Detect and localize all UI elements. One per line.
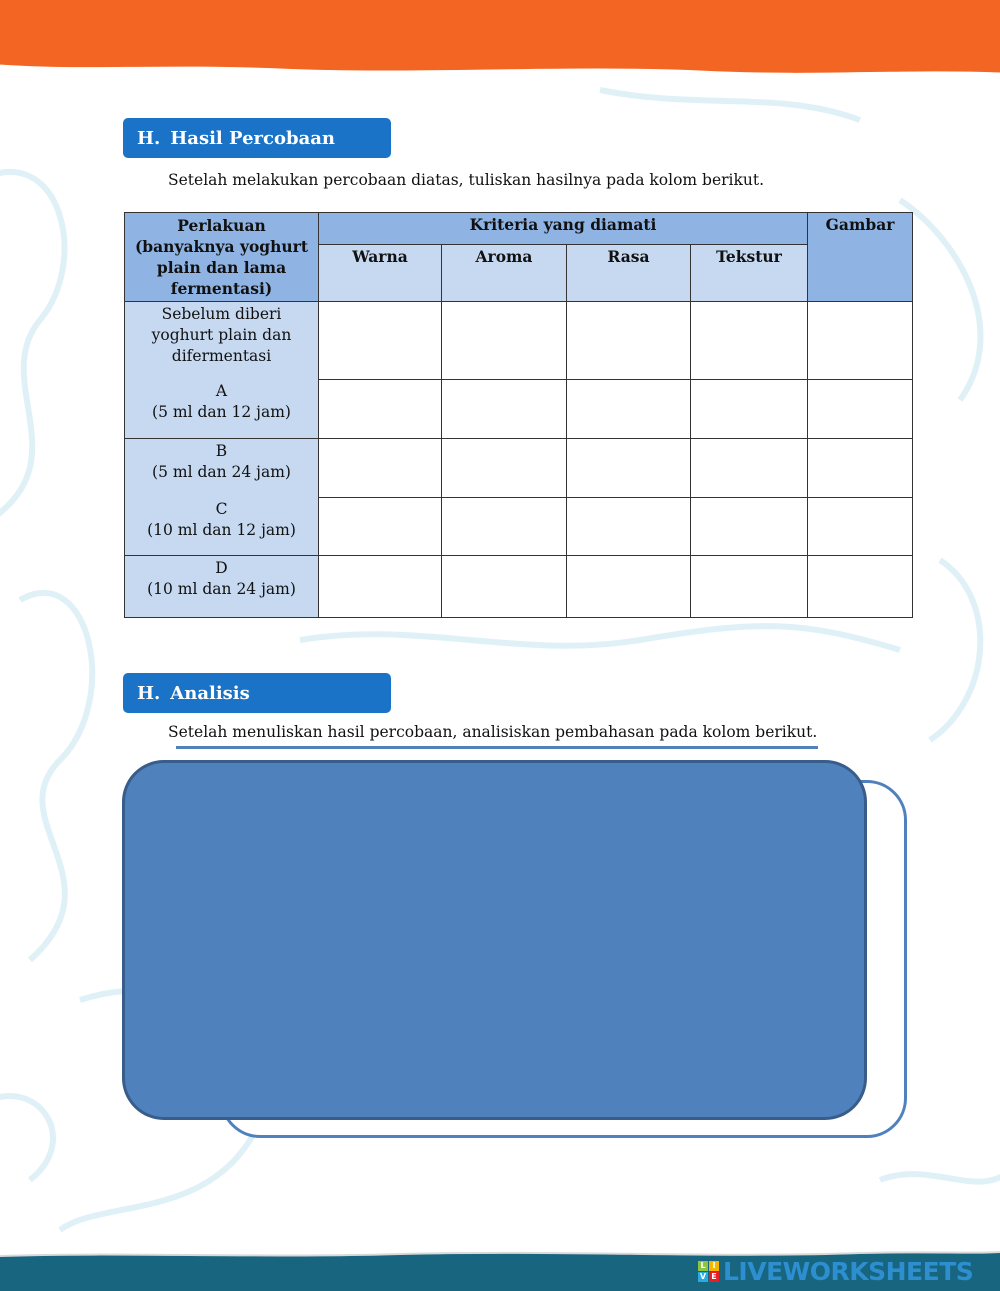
instruction-underline [176, 746, 818, 749]
input-cell-c-gambar[interactable] [808, 498, 913, 556]
row-label-line: (10 ml dan 24 jam) [147, 580, 296, 598]
input-cell-c-rasa[interactable] [567, 498, 691, 556]
results-table [124, 212, 913, 618]
logo-letter: V [699, 1272, 707, 1281]
input-cell-b-tekstur[interactable] [691, 439, 808, 498]
row-label-line: difermentasi [171, 347, 272, 365]
row-label-b-and-c [125, 439, 319, 556]
header-aroma: Aroma [442, 244, 567, 301]
row-label-before-and-a [125, 302, 319, 439]
logo-letter: L [698, 1261, 708, 1271]
input-cell-d-warna[interactable] [319, 556, 442, 618]
header-tekstur: Tekstur [691, 244, 808, 301]
input-cell-c-tekstur[interactable] [691, 498, 808, 556]
header-perlakuan [125, 213, 319, 302]
section-header-analisis [123, 673, 391, 713]
row-label-line: Sebelum diberi [161, 305, 282, 323]
section-title: Analisis [170, 682, 250, 704]
row-label-line: D [215, 559, 228, 577]
input-cell-c-warna[interactable] [319, 498, 442, 556]
logo-grid-icon [698, 1261, 719, 1282]
input-cell-a-gambar[interactable] [808, 380, 913, 439]
top-orange-band [0, 0, 1000, 80]
section-title: Hasil Percobaan [170, 127, 335, 149]
row-label-line: (5 ml dan 12 jam) [152, 403, 291, 421]
input-cell-b-rasa[interactable] [567, 439, 691, 498]
input-cell-a-rasa[interactable] [567, 380, 691, 439]
input-cell-before-aroma[interactable] [442, 302, 567, 380]
header-kriteria: Kriteria yang diamati [319, 213, 808, 245]
instruction-hasil-percobaan: Setelah melakukan percobaan diatas, tuliskan hasilnya pada kolom berikut. [168, 171, 765, 189]
input-cell-c-aroma[interactable] [442, 498, 567, 556]
liveworksheets-logo [698, 1256, 973, 1286]
input-cell-b-aroma[interactable] [442, 439, 567, 498]
header-perlakuan-line: Perlakuan [177, 216, 266, 235]
input-cell-d-gambar[interactable] [808, 556, 913, 618]
input-cell-before-warna[interactable] [319, 302, 442, 380]
header-perlakuan-line: plain dan lama [156, 258, 287, 277]
input-cell-d-aroma[interactable] [442, 556, 567, 618]
logo-text: LIVEWORKSHEETS [723, 1256, 974, 1286]
header-warna: Warna [319, 244, 442, 301]
input-cell-b-warna[interactable] [319, 439, 442, 498]
header-perlakuan-line: fermentasi) [170, 279, 273, 298]
row-label-line: (10 ml dan 12 jam) [147, 521, 296, 539]
logo-letter: I [709, 1261, 719, 1271]
input-cell-a-warna[interactable] [319, 380, 442, 439]
instruction-analisis: Setelah menuliskan hasil percobaan, analisiskan pembahasan pada kolom berikut. [168, 723, 818, 741]
section-number: H. [137, 682, 161, 704]
input-cell-before-rasa[interactable] [567, 302, 691, 380]
input-cell-before-tekstur[interactable] [691, 302, 808, 380]
header-perlakuan-line: (banyaknya yoghurt [134, 237, 309, 256]
analysis-answer-box[interactable] [122, 760, 867, 1120]
logo-letter: E [709, 1272, 719, 1282]
section-header-hasil-percobaan [123, 118, 391, 158]
section-number: H. [137, 127, 161, 149]
input-cell-b-gambar[interactable] [808, 439, 913, 498]
input-cell-before-gambar[interactable] [808, 302, 913, 380]
row-label-d [125, 556, 319, 618]
header-rasa: Rasa [567, 244, 691, 301]
input-cell-a-tekstur[interactable] [691, 380, 808, 439]
header-gambar: Gambar [808, 213, 913, 302]
row-label-line: B [215, 442, 228, 460]
row-label-line: C [215, 500, 228, 518]
row-label-line: A [215, 382, 228, 400]
input-cell-d-tekstur[interactable] [691, 556, 808, 618]
row-label-line: yoghurt plain dan [151, 326, 292, 344]
input-cell-a-aroma[interactable] [442, 380, 567, 439]
input-cell-d-rasa[interactable] [567, 556, 691, 618]
row-label-line: (5 ml dan 24 jam) [152, 463, 291, 481]
